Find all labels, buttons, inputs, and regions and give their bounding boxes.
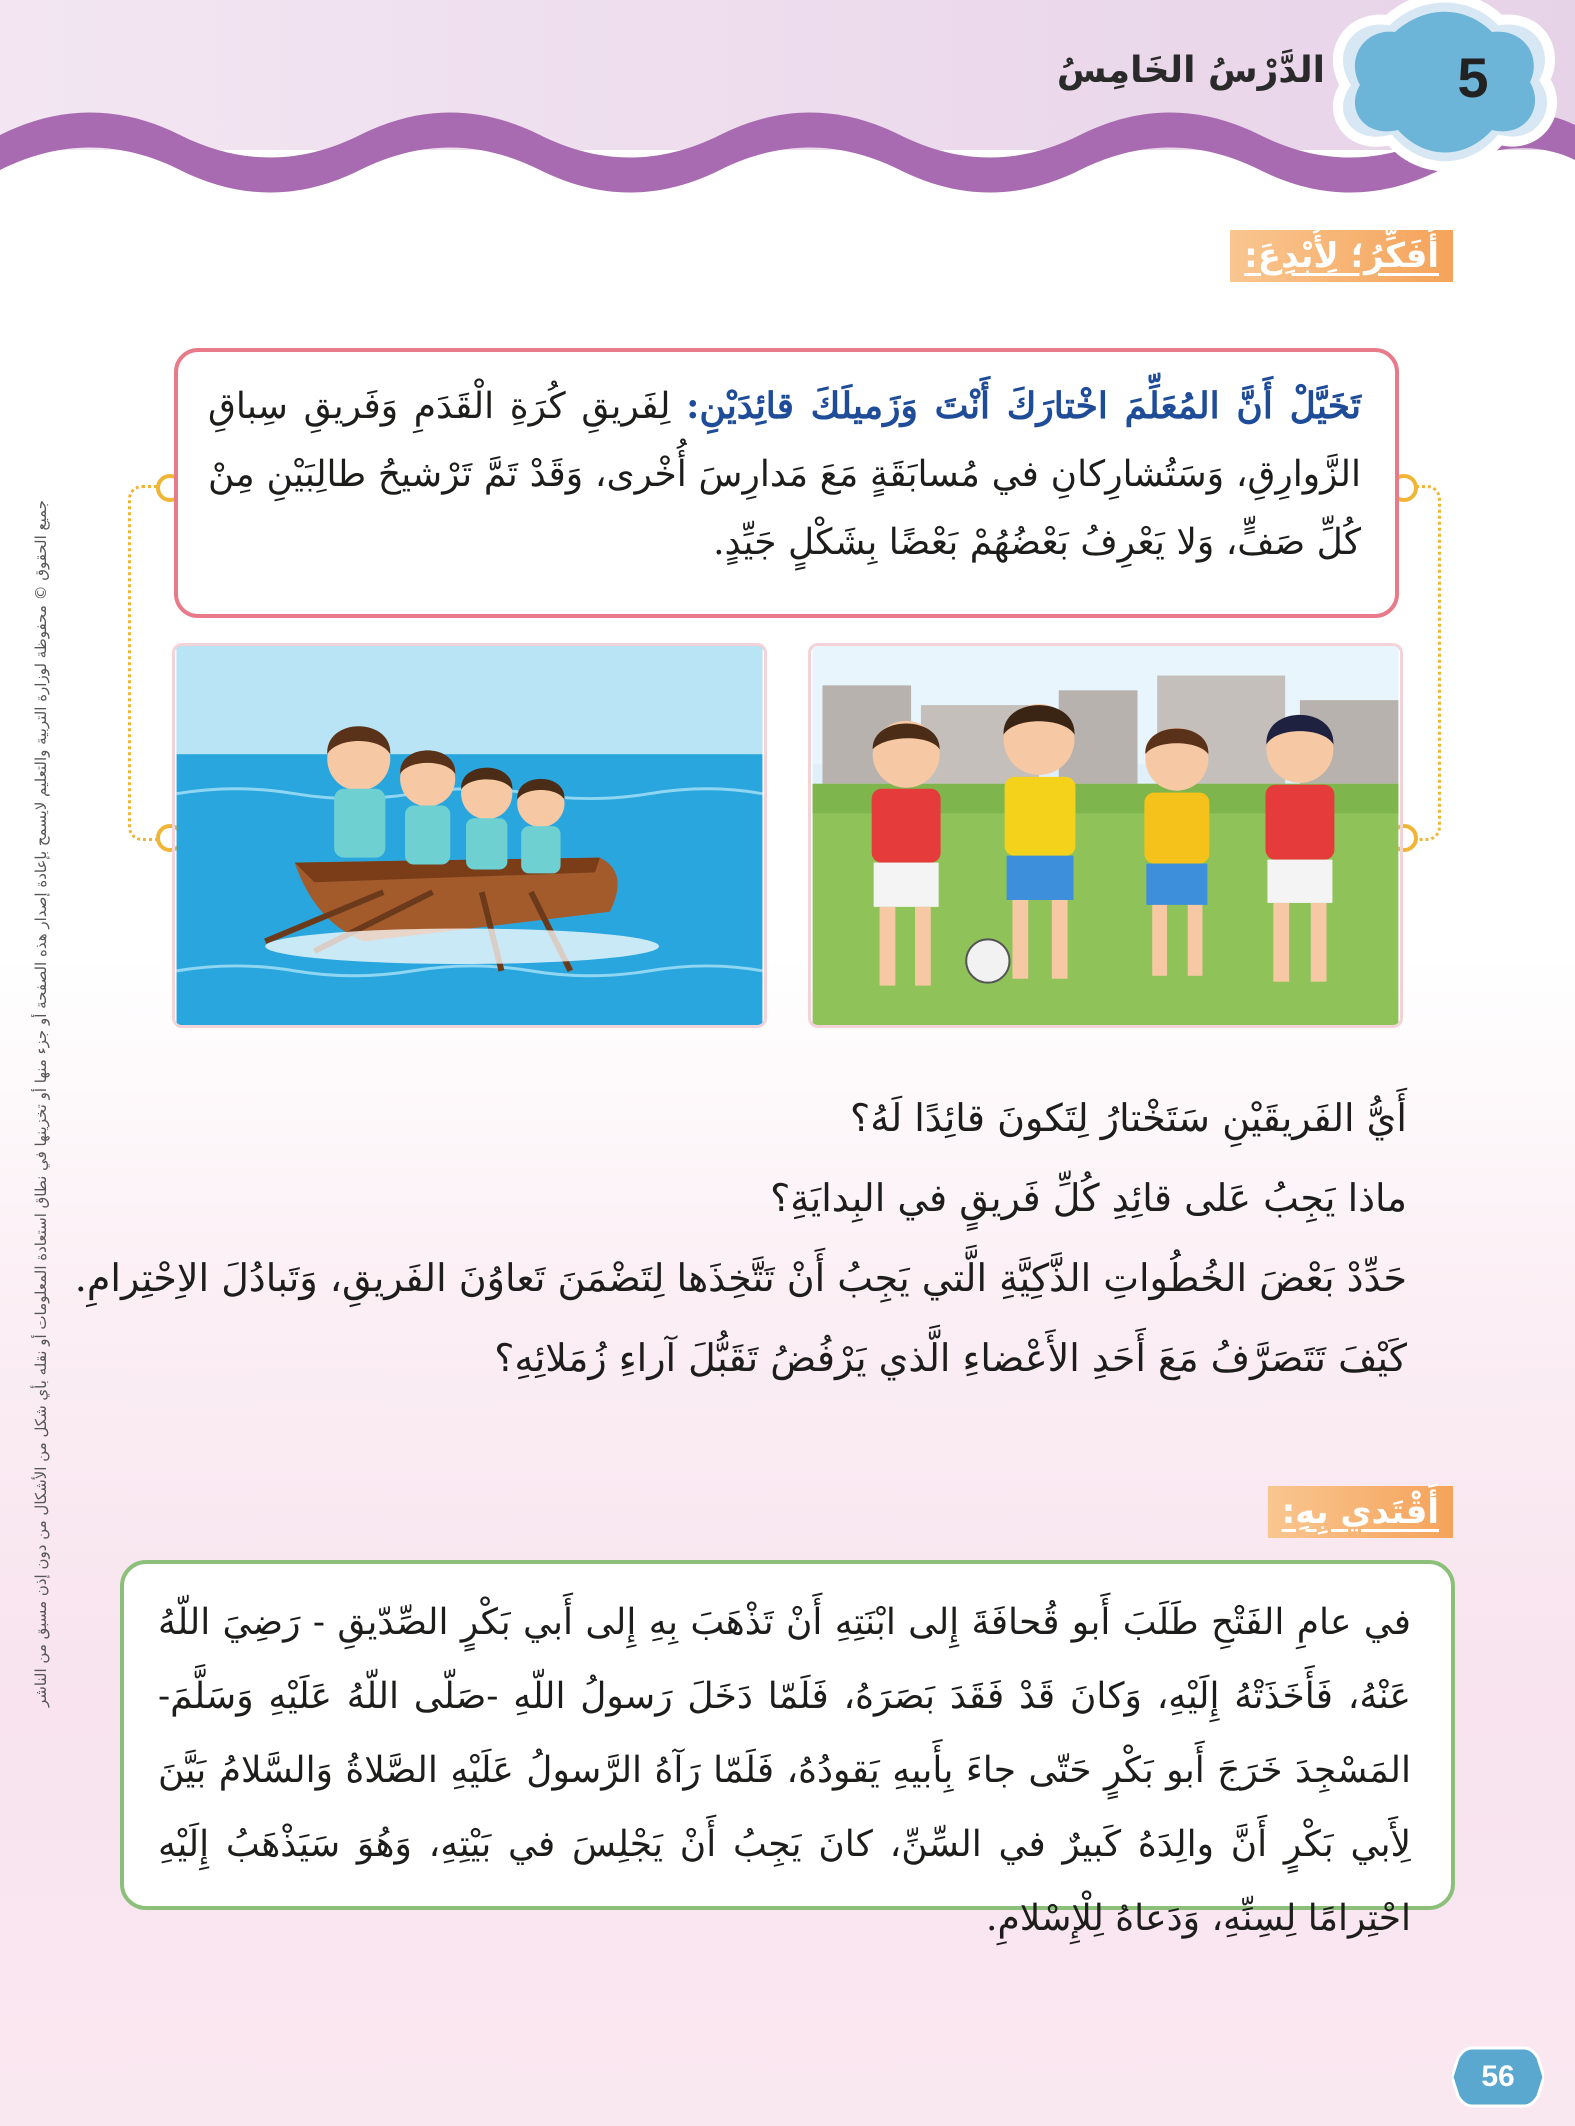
question-3: حَدِّدْ بَعْضَ الخُطُواتِ الذَّكِيَّةِ الَّتي يَجِبُ أَنْ تَتَّخِذَها لِتَضْمَنَ تَعاوُنَ الفَريقِ، وَتَبادُلَ الاِحْتِرامِ. <box>74 1256 1407 1300</box>
lesson-title: الدَّرْسُ الخَامِسُ <box>1056 50 1325 91</box>
section-think-heading: أُفَكِّرُ؛ لِأُبْدِعَ: <box>1230 230 1453 282</box>
question-1: أَيُّ الفَريقَيْنِ سَتَخْتارُ لِتَكونَ قائِدًا لَهُ؟ <box>850 1096 1407 1140</box>
section-follow-heading: أَقْتَدي بِهِ: <box>1268 1486 1453 1538</box>
page-number: 56 <box>1481 2060 1515 2093</box>
scenario-highlight: تَخَيَّلْ أَنَّ المُعَلِّمَ اخْتارَكَ أَنْتَ وَزَميلَكَ قائِدَيْنِ: <box>686 385 1361 427</box>
story-text: في عامِ الفَتْحِ طَلَبَ أَبو قُحافَةَ إِلى ابْنَتِهِ أَنْ تَذْهَبَ بِهِ إِلى أَبي بَكْرٍ الصِّدّيقِ - رَضِيَ اللّهُ عَنْهُ، فَأَخَذَتْهُ إِلَيْهِ، وَكانَ قَدْ فَقَدَ بَصَرَهُ، فَلَمّا دَخَلَ رَسولُ اللّهِ -صَلّى اللّهُ عَلَيْهِ وَسَلَّمَ- المَسْجِدَ خَرَجَ أَبو بَكْرٍ حَتّى جاءَ بِأَبيهِ يَقودُهُ، فَلَمّا رَآهُ الرَّسولُ عَلَيْهِ الصَّلاةُ وَالسَّلامُ بَيَّنَ لِأَبي بَكْرٍ أَنَّ والِدَهُ كَبيرٌ في السِّنِّ، كانَ يَجِبُ أَنْ يَجْلِسَ في بَيْتِهِ، وَهُوَ سَيَذْهَبُ إِلَيْهِ احْتِرامًا لِسِنِّهِ، وَدَعاهُ لِلْإِسْلامِ. <box>158 1602 1411 1939</box>
soccer-team-illustration <box>808 643 1403 1028</box>
boat-race-illustration <box>172 643 767 1028</box>
questions-list <box>74 1078 1407 1398</box>
question-4: كَيْفَ تَتَصَرَّفُ مَعَ أَحَدِ الأَعْضاءِ الَّذي يَرْفُضُ تَقَبُّلَ آراءِ زُمَلائِهِ؟ <box>494 1336 1407 1380</box>
copyright-side-note: جميع الحقوق © محفوظة لوزارة التربية والتعليم لايسمح بإعادة إصدار هذه الصفحة أو جزء منها أو تخزينها في نطاق استعادة المعلومات أو نقله بأي شكل من الأشكال من دون إذن مسبق من الناشر <box>32 500 50 1708</box>
story-box <box>120 1560 1455 1939</box>
connector-left <box>128 485 171 841</box>
scenario-text: لِفَريقِ كُرَةِ الْقَدَمِ وَفَريقِ سِباقِ الزَّوارِقِ، وَسَتُشارِكانِ في مُسابَقَةٍ مَعَ مَدارِسَ أُخْرى، وَقَدْ تَمَّ تَرْشيحُ طالِبَيْنِ مِنْ كُلِّ صَفٍّ، وَلا يَعْرِفُ بَعْضُهُمْ بَعْضًا بِشَكْلٍ جَيِّدٍ. <box>208 386 1361 563</box>
scenario-box <box>174 348 1399 618</box>
connector-right <box>1398 485 1441 841</box>
page-number-badge <box>1452 2044 1544 2110</box>
top-banner <box>0 0 1575 200</box>
question-2: ماذا يَجِبُ عَلى قائِدِ كُلِّ فَريقٍ في البِدايَةِ؟ <box>770 1176 1407 1220</box>
lesson-number-badge: 5 <box>1457 45 1489 109</box>
